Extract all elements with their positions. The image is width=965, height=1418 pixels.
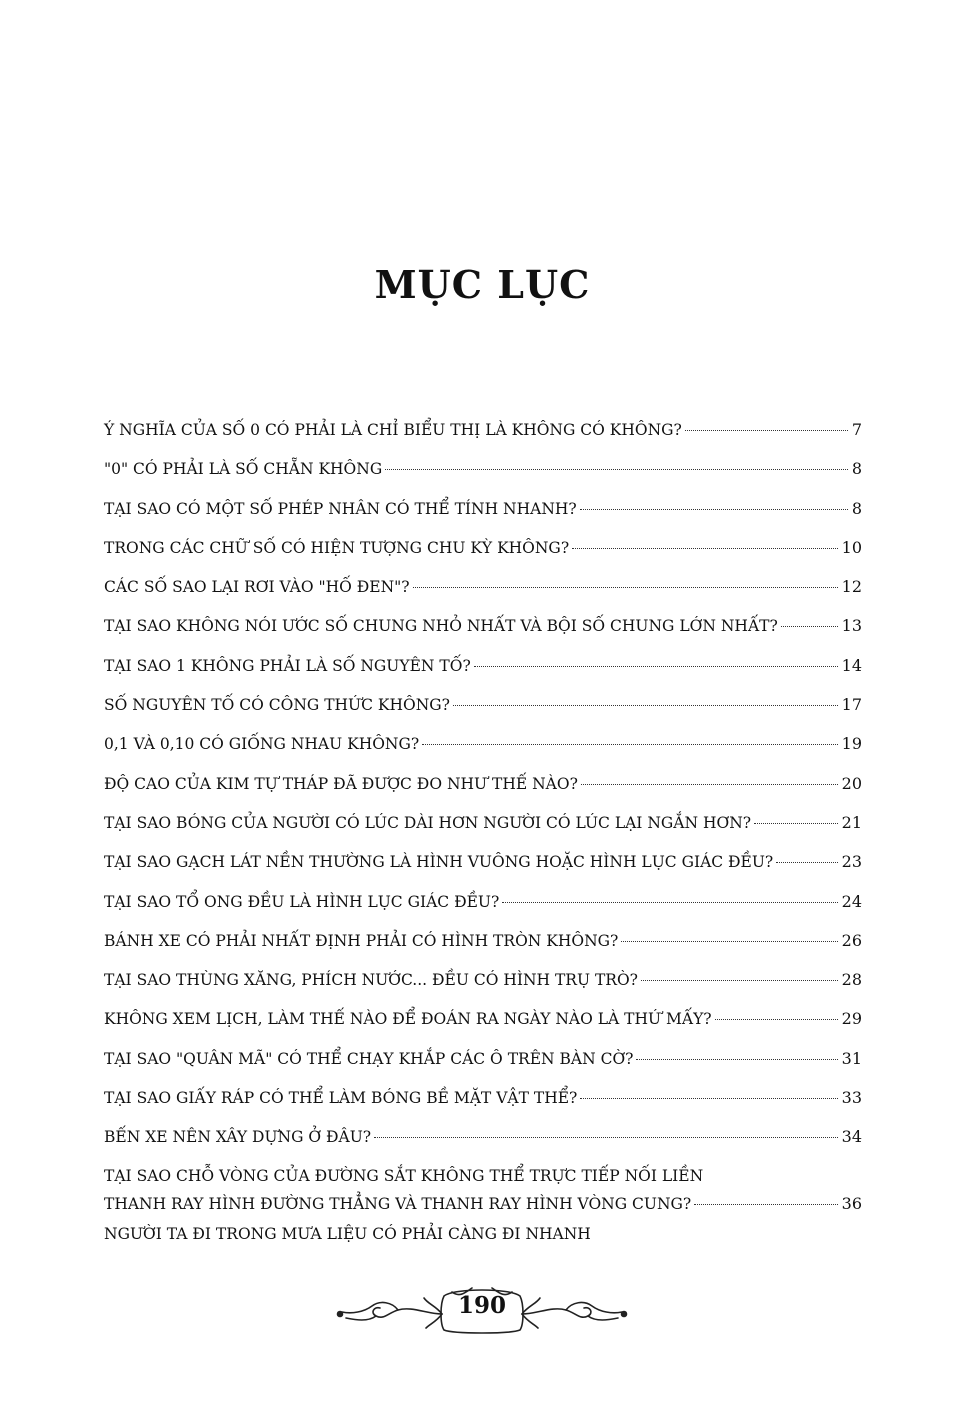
toc-entry-title: KHÔNG XEM LỊCH, LÀM THẾ NÀO ĐỂ ĐOÁN RA NGÀY NÀO LÀ THỨ MẤY? [104,1010,712,1029]
dot-leader [685,430,848,431]
toc-entry[interactable] [104,892,862,931]
toc-list [104,420,862,1167]
toc-entry-title: BẾN XE NÊN XÂY DỰNG Ở ĐÂU? [104,1128,372,1147]
toc-entry-page: 17 [841,695,862,715]
dot-leader [413,587,838,588]
dot-leader [781,626,838,627]
toc-entry-title: NGƯỜI TA ĐI TRONG MƯA LIỆU CÓ PHẢI CÀNG ĐI NHANH [104,1224,591,1243]
toc-entry-page: 33 [841,1088,862,1108]
dot-leader [776,862,837,863]
toc-entry-page: 36 [841,1193,862,1213]
toc-entry-title: SỐ NGUYÊN TỐ CÓ CÔNG THỨC KHÔNG? [104,696,450,715]
toc-entry-multiline[interactable] [104,1167,862,1225]
toc-entry[interactable] [104,459,862,498]
toc-entry-page: 31 [841,1048,862,1068]
toc-entry[interactable] [104,931,862,970]
toc-entry-continued[interactable] [104,1225,862,1264]
dot-leader [374,1137,838,1138]
dot-leader [754,823,838,824]
dot-leader [422,744,837,745]
toc-entry[interactable] [104,616,862,655]
toc-entry-title: TẠI SAO TỔ ONG ĐỀU LÀ HÌNH LỤC GIÁC ĐỀU? [104,892,500,911]
dot-leader [636,1059,837,1060]
toc-entry-page: 34 [841,1127,862,1147]
toc-entry-title: CÁC SỐ SAO LẠI RƠI VÀO "HỐ ĐEN"? [104,578,410,597]
toc-entry-title-line1: TẠI SAO CHỖ VÒNG CỦA ĐƯỜNG SẮT KHÔNG THỂ TRỰC TIẾP NỐI LIỀN [104,1166,704,1185]
toc-entry-title: TẠI SAO "QUÂN MÃ" CÓ THỂ CHẠY KHẮP CÁC Ô TRÊN BÀN CỜ? [104,1049,634,1068]
toc-entry-page: 23 [841,852,862,872]
dot-leader [694,1204,837,1205]
toc-entry-page: 10 [841,537,862,557]
toc-entry-page: 21 [841,812,862,832]
toc-entry-page: 19 [841,734,862,754]
toc-entry[interactable] [104,970,862,1009]
toc-entry-page: 20 [841,773,862,793]
toc-entry[interactable] [104,1009,862,1048]
toc-entry-title: TẠI SAO BÓNG CỦA NGƯỜI CÓ LÚC DÀI HƠN NGƯỜI CÓ LÚC LẠI NGẮN HƠN? [104,813,752,832]
toc-entry-title: BÁNH XE CÓ PHẢI NHẤT ĐỊNH PHẢI CÓ HÌNH TRÒN KHÔNG? [104,931,619,950]
toc-entry-page: 13 [841,616,862,636]
toc-entry-page: 7 [851,420,862,439]
toc-entry-title: TRONG CÁC CHỮ SỐ CÓ HIỆN TƯỢNG CHU KỲ KHÔNG? [104,538,570,557]
dot-leader [572,548,838,549]
toc-entry[interactable] [104,852,862,891]
toc-entry[interactable] [104,577,862,616]
toc-entry[interactable] [104,813,862,852]
dot-leader [502,902,837,903]
toc-entry-title: TẠI SAO GIẤY RÁP CÓ THỂ LÀM BÓNG BỀ MẶT VẬT THỂ? [104,1089,578,1108]
toc-entry[interactable] [104,695,862,734]
page-number: 190 [457,1292,506,1319]
toc-entry-title: "0" CÓ PHẢI LÀ SỐ CHẴN KHÔNG [104,460,383,479]
toc-entry-title: TẠI SAO GẠCH LÁT NỀN THƯỜNG LÀ HÌNH VUÔNG HOẶC HÌNH LỤC GIÁC ĐỀU? [104,853,774,872]
toc-entry-page: 8 [851,498,862,518]
toc-entry-page: 8 [851,459,862,479]
dot-leader [385,469,848,470]
toc-entry[interactable] [104,1049,862,1088]
table-of-contents [104,420,862,1264]
toc-entry-title: TẠI SAO CÓ MỘT SỐ PHÉP NHÂN CÓ THỂ TÍNH NHANH? [104,499,577,518]
toc-entry[interactable] [104,1127,862,1166]
toc-entry-page: 28 [841,970,862,990]
toc-entry-page: 14 [841,655,862,675]
toc-entry-title: ĐỘ CAO CỦA KIM TỰ THÁP ĐÃ ĐƯỢC ĐO NHƯ THẾ NÀO? [104,774,578,793]
dot-leader [580,509,848,510]
toc-entry-page: 12 [841,577,862,597]
toc-entry[interactable] [104,420,862,459]
toc-entry-title: 0,1 VÀ 0,10 CÓ GIỐNG NHAU KHÔNG? [104,735,420,754]
toc-entry[interactable] [104,499,862,538]
dot-leader [453,705,838,706]
toc-entry[interactable] [104,538,862,577]
dot-leader [580,1098,837,1099]
dot-leader [641,980,838,981]
toc-entry-title-line2: THANH RAY HÌNH ĐƯỜNG THẲNG VÀ THANH RAY HÌNH VÒNG CUNG? [104,1194,692,1213]
toc-entry-title: Ý NGHĨA CỦA SỐ 0 CÓ PHẢI LÀ CHỈ BIỂU THỊ LÀ KHÔNG CÓ KHÔNG? [104,421,682,439]
toc-entry-page: 26 [841,930,862,950]
dot-leader [474,666,838,667]
dot-leader [581,784,838,785]
page-footer [332,1284,632,1334]
page-title: MỤC LỤC [374,262,591,307]
toc-entry[interactable] [104,1088,862,1127]
toc-entry-page: 24 [841,891,862,911]
toc-entry-title: TẠI SAO 1 KHÔNG PHẢI LÀ SỐ NGUYÊN TỐ? [104,656,471,675]
dot-leader [715,1019,838,1020]
dot-leader [621,941,837,942]
toc-entry-title: TẠI SAO KHÔNG NÓI ƯỚC SỐ CHUNG NHỎ NHẤT VÀ BỘI SỐ CHUNG LỚN NHẤT? [104,617,778,636]
toc-entry[interactable] [104,734,862,773]
toc-entry[interactable] [104,656,862,695]
toc-entry-title: TẠI SAO THÙNG XĂNG, PHÍCH NƯỚC... ĐỀU CÓ HÌNH TRỤ TRÒ? [104,971,638,990]
toc-entry[interactable] [104,774,862,813]
toc-entry-page: 29 [841,1009,862,1029]
